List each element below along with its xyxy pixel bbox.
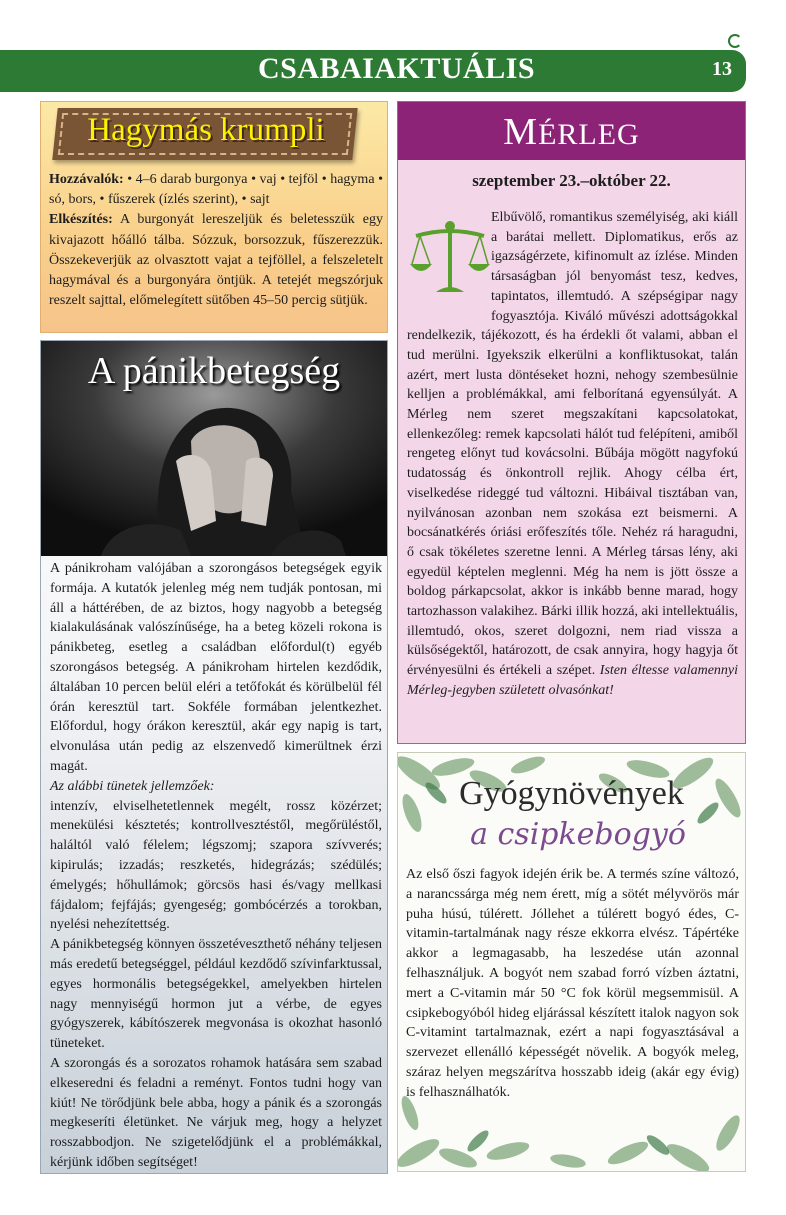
horoscope-header xyxy=(398,102,745,160)
horoscope-body: Elbűvölő, romantikus személyiség, aki kiáll a barátai mellett. Diplomatikus, erős az igazságérzete, kifinomult az ízlése. Minden társaságban jól benyomást tesz, kedves, tapintatos, illemtudó. A szépségipar nagy fogyasztója. Kiváló művészi adottságokkal rendelkezik, tájékozott, és ha érdekli őt valami, abban el tud merülni. Igyekszik elkerülni a konfliktusokat, talán azért, mert lusta döntéseket hozni, nehogy szembesülnie kelljen a problémákkal, ami felborítaná egyensúlyát. A Mérleg nem szeret megszakítani kapcsolatokat, ellenkezőleg: remek kapcsolati hálót tud felépíteni, amiből rengeteg előnyt tud kovácsolni. Bűbája mögött nagyfokú tudatosság és önkontroll rejlik. Ahogy célba ért, viselkedése rideggé tud változni. Hibáival tisztában van, nyilvánosan azonban nem szokása ezt beismerni. A bocsánatkérés óriási erőfeszítés tőle. Nehéz rá haragudni, ő csak tökéletes szeretne lenni. A Mérleg társas lény, aki egyedül képtelen meglenni. Még ha nem is jött össze a boldog párkapcsolat, akkor is inkább benne marad, hogy tartozhasson valakihez. Bárki illik hozzá, aki intellektuális, illemtudó, okos, szeret dolgozni, nem riad vissza a külsőségektől, határozott, de csak annyira, hogy hagyja őt érvényesülni és értékeli a szépet. xyxy=(407,210,738,679)
page-number: 13 xyxy=(712,58,732,80)
recipe-box xyxy=(40,101,388,333)
panic-title: A pánikbetegség xyxy=(87,350,341,392)
herbs-text: Az első őszi fagyok idején érik be. A termés színe változó, a narancssárga még nem érett, míg a sötét mélyvörös már puha húsú, túlérett. Jóllehet a túlérett bogyó édes, C-vitamin-tartalmának nagy része ekkorra elvész. Tápértéke akkor a legmagasabb, ha leszedése után azonnal felhasználjuk. A bogyót nem szabad forró vízben áztatni, mert a C-vitamin már 50 °C fok körül megsemmisül. A csipkebogyóból hideg eljárással készített italok nagyon sok C-vitamint tartalmaznak, ezért a napi fogyasztásával a szervezet ellenálló képességét növelik. A bogyók meleg, száraz helyen megszárítva hosszabb ideig (akár egy évig) is felhasználhatók. xyxy=(406,867,739,1100)
herbs-title: Gyógynövények xyxy=(459,775,684,812)
symptoms-list: intenzív, elviselhetetlennek megélt, rossz közérzet; menekülési késztetés; kontrollvesztéstől, megőrüléstől, haláltól való félelem; légszomj; szapora szívverés; kipirulás; izzadás; reszketés, hidegrázás; szédülés; émelygés; hőhullámok; görcsös hasi és/vagy mellkasi fájdalom; fejfájás; gyengeség; gombócérzés a torokban, nyelési nehezítettség. xyxy=(50,798,382,933)
recipe-title: Hagymás krumpli xyxy=(87,112,325,148)
logo-part1: CSABAI xyxy=(258,52,375,85)
panic-paragraph-1: A pánikroham valójában a szorongásos betegségek egyik formája. A kutatók jelenleg még nem tudják pontosan, mi áll a háttérében, de az biztos, hogy nagyobb a betegség kialakulásának valószínűsége, ha a beteg közeli rokona is pánikbeteg, esetleg a családban előfordul(t) egyéb szorongásos betegség. A pánikroham hirtelen kezdődik, általában 10 percen belül eléri a tetőfokát és körülbelül fél órán keresztül tart. Sokféle formában jelentkezhet. Előfordul, hogy órákon keresztül, akár egy napig is tart, elvonulása után pedig az elszenvedő kimerültnek érzi magát. xyxy=(50,561,382,774)
panic-paragraph-3: A szorongás és a sorozatos rohamok hatására sem szabad elkeseredni és feladni a reményt. Fontos tudni hogy van kiút! Ne törődjünk bele abba, hogy a pánik és a szorongás megkeseríti életünket. Ne várjuk meg, hogy a helyzet rosszabbodjon. Ne szigetelődjünk el a problémákkal, kérjünk időben segítséget! xyxy=(50,1055,382,1170)
recipe-text xyxy=(49,170,383,311)
horoscope-title: MÉRLEG xyxy=(503,111,640,153)
horoscope-box xyxy=(397,101,746,744)
page-header xyxy=(0,50,746,92)
swirl-ornament-icon xyxy=(728,34,742,48)
ingredients-label: Hozzávalók: xyxy=(49,172,124,187)
panic-paragraph-2: A pánikbetegség könnyen összetéveszthető néhány teljesen más eredetű betegséggel, például kezdődő szívinfarktussal, egyes hormonális betegségekkel, amelyekben hirtelen nagy mennyiségű hormon jut a vérbe, de egyes gyógyszerek, kábítószerek megvonása is okozhat hasonló tüneteket. xyxy=(50,937,382,1052)
prep-text: A burgonyát lereszeljük és beletesszük egy kivajazott hőálló tálba. Sózzuk, borsozzuk, fűszerezzük. Összekeverjük az olvasztott vajat a tejföllel, a felszeletelt hagymával és a burgonyára öntjük. A tetejét megszórjuk reszelt sajttal, előmelegített sütőben 45–50 percig sütjük. xyxy=(49,212,383,309)
libra-scales-icon xyxy=(410,218,490,300)
masthead-logo xyxy=(258,52,535,86)
symptoms-heading: Az alábbi tünetek jellemzőek: xyxy=(50,778,215,794)
logo-part2: AKTUÁLIS xyxy=(374,52,536,85)
panic-body xyxy=(50,559,382,1173)
horoscope-closing: Isten éltesse valamennyi Mérleg-jegyben született olvasónkat! xyxy=(407,663,739,698)
herbs-subtitle: a csipkebogyó xyxy=(470,817,686,852)
herbs-box xyxy=(397,752,746,1172)
ingredients-list: • 4–6 darab burgonya • vaj • tejföl • hagyma • só, bors, • fűszerek (ízlés szerint), • sajt xyxy=(49,172,384,208)
prep-label: Elkészítés: xyxy=(49,212,113,228)
horoscope-dates: szeptember 23.–október 22. xyxy=(472,171,671,190)
panic-article xyxy=(40,340,388,1174)
